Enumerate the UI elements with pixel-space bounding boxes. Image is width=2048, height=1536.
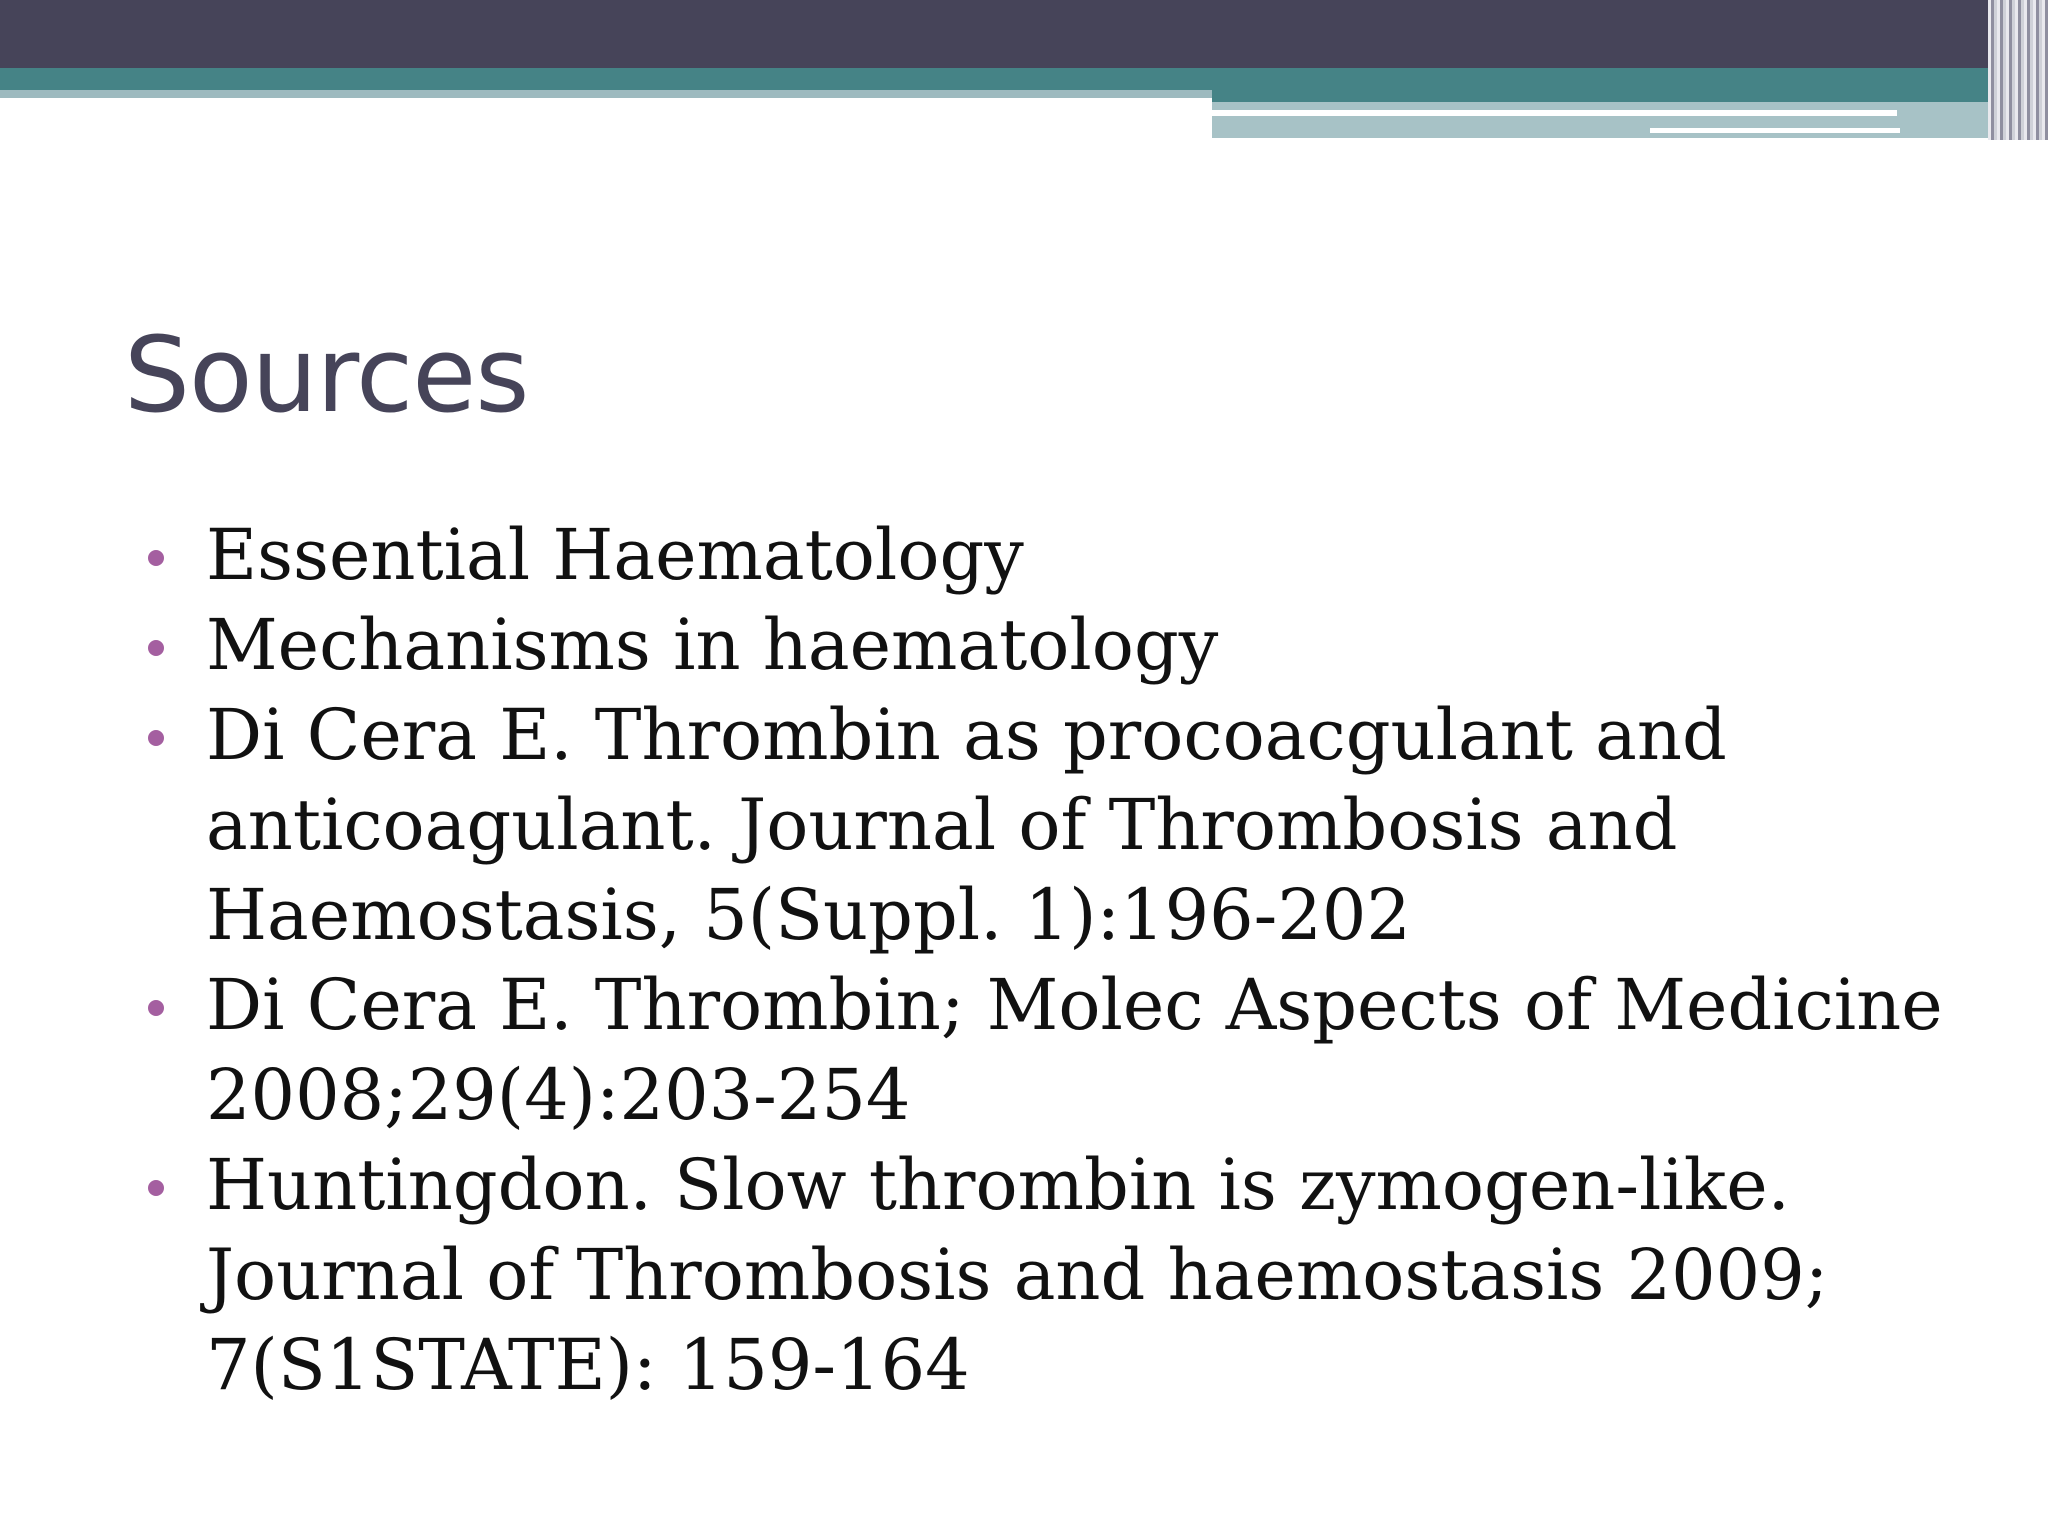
header-bar-teal-left <box>0 68 1212 90</box>
bullet-line: Mechanisms in haematology <box>206 604 1219 686</box>
bullet-dot-icon <box>148 550 164 566</box>
bullet-dot-icon <box>148 730 164 746</box>
bullet-line: 2008;29(4):203-254 <box>206 1054 911 1136</box>
bullet-dot-icon <box>148 1000 164 1016</box>
bullet-list <box>148 510 2008 1410</box>
header-divider-line <box>1212 110 1897 116</box>
bullet-line: Essential Haematology <box>206 514 1024 596</box>
slide-title: Sources <box>124 314 529 436</box>
bullet-dot-icon <box>148 640 164 656</box>
bullet-item <box>148 1140 2008 1410</box>
header-divider-line-2 <box>1650 128 1900 133</box>
header-stripes-decoration <box>1988 0 2048 140</box>
header-bar-light-right <box>1212 102 2048 138</box>
bullet-line: 7(S1STATE): 159-164 <box>206 1324 970 1406</box>
bullet-dot-icon <box>148 1180 164 1196</box>
header-bar-teal-right <box>1212 68 2048 102</box>
bullet-line: Journal of Thrombosis and haemostasis 2009; <box>206 1234 1829 1316</box>
bullet-line: Huntingdon. Slow thrombin is zymogen-like. <box>206 1144 1790 1226</box>
header-bar-light-left <box>0 90 1212 98</box>
bullet-item <box>148 600 2008 690</box>
header-bar-dark <box>0 0 2048 68</box>
bullet-item <box>148 960 2008 1140</box>
bullet-item <box>148 690 2008 960</box>
bullet-line: Di Cera E. Thrombin as procoacgulant and <box>206 694 1727 776</box>
bullet-item <box>148 510 2008 600</box>
bullet-line: anticoagulant. Journal of Thrombosis and <box>206 784 1678 866</box>
bullet-line: Di Cera E. Thrombin; Molec Aspects of Medicine <box>206 964 1943 1046</box>
bullet-line: Haemostasis, 5(Suppl. 1):196-202 <box>206 874 1411 956</box>
